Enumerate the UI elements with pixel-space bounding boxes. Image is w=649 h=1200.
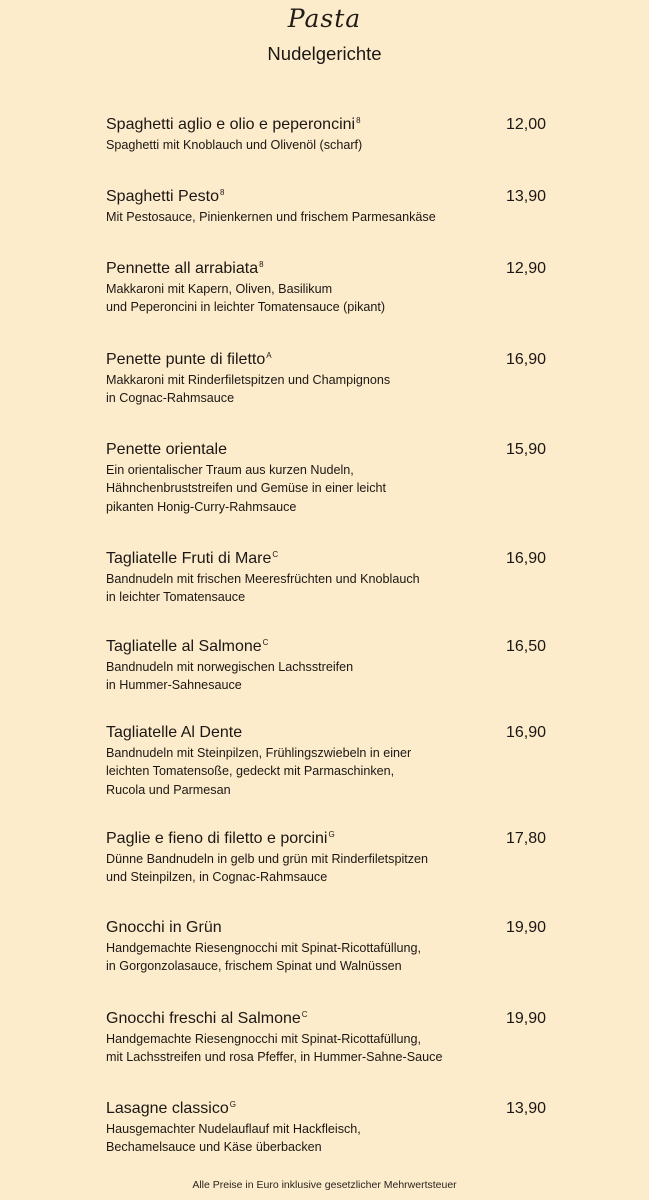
dish-price: 12,00 [505,116,546,133]
dish-price: 15,90 [505,441,546,458]
dish-description-line: leichten Tomatensoße, gedeckt mit Parmaschinken, [106,764,395,779]
allergen-note: C [272,549,279,559]
dish-price: 17,80 [505,830,546,847]
dish-description-line: Bechamelsauce und Käse überbacken [106,1140,322,1155]
dish-name: Penette punte di filetto$^A$ [106,350,272,368]
allergen-note: 8 [356,115,361,125]
dish-name: Penette orientale [106,441,227,458]
dish-description-line: Hausgemachter Nudelauflauf mit Hackfleisch, [106,1122,361,1136]
dish-name: Tagliatelle Al Dente [106,724,243,741]
dish-name: Gnocchi in Grün [106,919,222,936]
dish-price: 19,90 [505,1010,546,1027]
dish-price: 16,90 [505,550,546,567]
dish-description-line: Makkaroni mit Kapern, Oliven, Basilikum [106,282,333,296]
menu-header [0,4,649,66]
dish-name: Spaghetti aglio e olio e peperoncini$^8$ [106,115,361,133]
dish-name: Pennette all arrabiata$^8$ [106,259,264,277]
dish-description-line: Bandnudeln mit frischen Meeresfrüchten und Knoblauch [106,572,420,586]
dish-price: 16,50 [505,638,546,655]
dish-description-line: in Hummer-Sahnesauce [106,678,242,693]
dish-name: Lasagne classico$^G$ [106,1099,236,1117]
dish-item [106,636,546,695]
dish-item [106,186,546,226]
dish-price: 19,90 [505,919,546,936]
dish-item [106,722,546,799]
dish-price: 13,90 [505,1100,546,1117]
dish-description-line: Handgemachte Riesengnocchi mit Spinat-Ricottafüllung, [106,941,422,955]
dish-item [106,114,546,154]
dish-description-line: Dünne Bandnudeln in gelb und grün mit Rinderfiletspitzen [106,852,429,866]
dish-description-line: Spaghetti mit Knoblauch und Olivenöl (scharf) [106,138,363,152]
dish-name: Gnocchi freschi al Salmone$^C$ [106,1009,308,1027]
dish-description-line: und Peperoncini in leichter Tomatensauce (pikant) [106,300,386,315]
dish-item [106,258,546,317]
dish-description-line: Ein orientalischer Traum aus kurzen Nudeln, [106,463,354,477]
dish-name: Spaghetti Pesto$^8$ [106,187,225,205]
allergen-note: G [229,1099,236,1109]
price-footnote: Alle Preise in Euro inklusive gesetzlicher Mehrwertsteuer [192,1179,457,1191]
allergen-note: 8 [219,187,225,197]
allergen-note: C [262,637,269,647]
dish-description-line: Mit Pestosauce, Pinienkernen und frischem Parmesankäse [106,210,436,224]
allergen-note: A [266,350,272,360]
dish-description-line: Bandnudeln mit norwegischen Lachsstreifen [106,660,354,674]
allergen-note: 8 [259,259,264,269]
page-title: Pasta [287,4,362,33]
dish-item [106,917,546,976]
dish-item [106,828,546,887]
page-subtitle: Nudelgerichte [267,43,382,64]
dish-description-line: pikanten Honig-Curry-Rahmsauce [106,499,297,514]
dish-description-line: Handgemachte Riesengnocchi mit Spinat-Ricottafüllung, [106,1032,422,1046]
dish-item [106,439,546,516]
dish-description-line: Bandnudeln mit Steinpilzen, Frühlingszwiebeln in einer [106,746,412,760]
dish-description-line: Rucola und Parmesan [106,782,231,797]
dish-item [106,1008,546,1067]
dish-item [106,349,546,408]
dish-description-line: in Cognac-Rahmsauce [106,391,235,406]
dish-price: 16,90 [505,351,546,368]
dish-item [106,548,546,607]
dish-description-line: und Steinpilzen, in Cognac-Rahmsauce [106,870,328,885]
allergen-note: C [301,1009,308,1019]
dish-price: 12,90 [505,260,546,277]
allergen-note: G [328,829,335,839]
dish-description-line: in leichter Tomatensauce [106,590,246,605]
dish-item [106,1098,546,1157]
dish-name: Tagliatelle Fruti di Mare$^C$ [106,549,279,567]
dish-name: Tagliatelle al Salmone$^C$ [106,637,269,655]
dish-description-line: mit Lachsstreifen und rosa Pfeffer, in Hummer-Sahne-Sauce [106,1050,443,1065]
dish-description-line: in Gorgonzolasauce, frischem Spinat und Walnüssen [106,959,402,974]
dish-name: Paglie e fieno di filetto e porcini$^G$ [106,829,335,847]
dish-price: 13,90 [505,188,546,205]
dish-description-line: Makkaroni mit Rinderfiletspitzen und Champignons [106,373,391,387]
dish-price: 16,90 [505,724,546,741]
dish-description-line: Hähnchenbruststreifen und Gemüse in einer leicht [106,481,387,496]
